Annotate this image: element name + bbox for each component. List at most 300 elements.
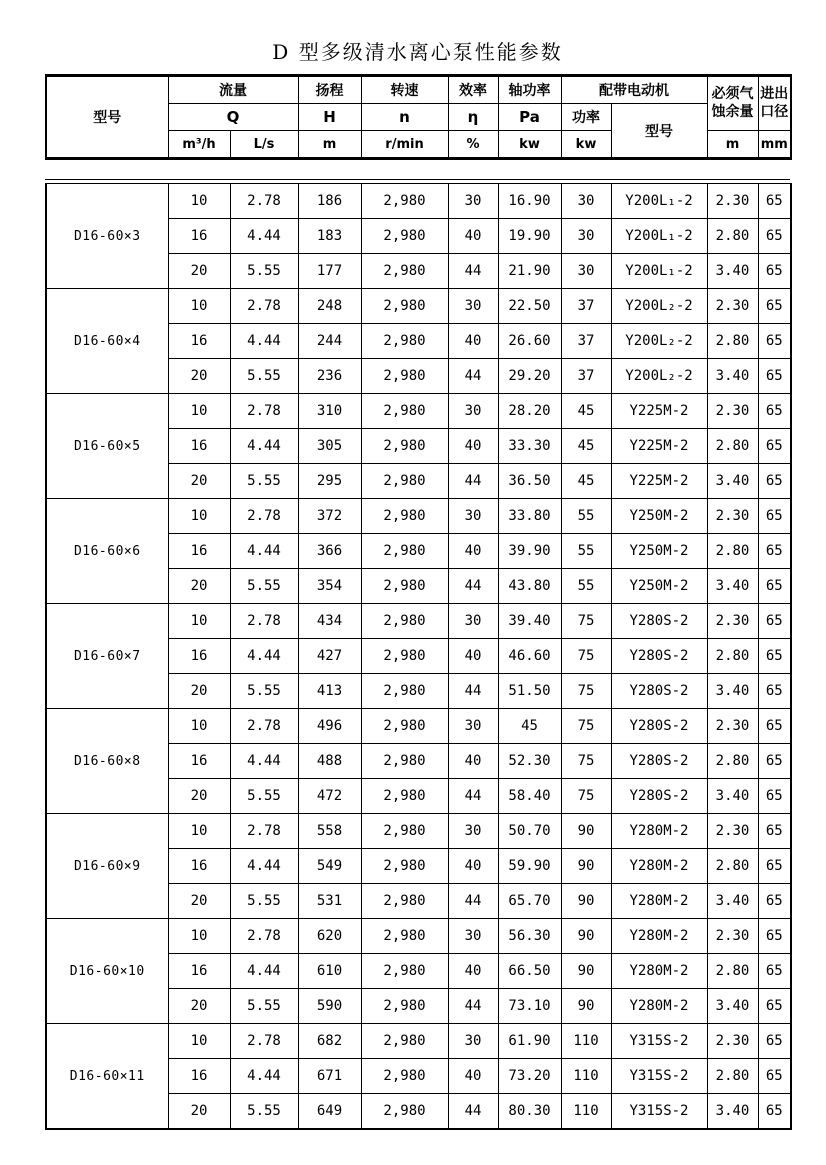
header-unit-efficiency: % — [448, 131, 498, 159]
cell-motor-power-kw: 37 — [561, 359, 611, 394]
cell-shaft-power-kw: 16.90 — [498, 184, 561, 219]
cell-port-mm: 65 — [758, 359, 791, 394]
cell-flow-ls: 2.78 — [230, 289, 298, 324]
cell-port-mm: 65 — [758, 884, 791, 919]
cell-motor-model: Y280M-2 — [611, 814, 707, 849]
cell-efficiency-pct: 30 — [448, 1024, 498, 1059]
cell-flow-ls: 2.78 — [230, 709, 298, 744]
cell-head-m: 558 — [298, 814, 361, 849]
pump-table-body — [46, 184, 791, 1130]
cell-flow-m3h: 20 — [168, 569, 230, 604]
table-row — [46, 604, 791, 639]
cell-head-m: 366 — [298, 534, 361, 569]
cell-port-mm: 65 — [758, 709, 791, 744]
cell-motor-power-kw: 55 — [561, 499, 611, 534]
cell-flow-ls: 2.78 — [230, 499, 298, 534]
cell-port-mm: 65 — [758, 639, 791, 674]
cell-port-mm: 65 — [758, 534, 791, 569]
cell-flow-m3h: 20 — [168, 1094, 230, 1130]
cell-efficiency-pct: 40 — [448, 954, 498, 989]
cell-motor-power-kw: 90 — [561, 849, 611, 884]
cell-port-mm: 65 — [758, 1094, 791, 1130]
cell-flow-ls: 5.55 — [230, 464, 298, 499]
cell-flow-m3h: 16 — [168, 324, 230, 359]
cell-motor-power-kw: 45 — [561, 394, 611, 429]
cell-head-m: 472 — [298, 779, 361, 814]
cell-motor-model: Y280M-2 — [611, 849, 707, 884]
cell-flow-m3h: 16 — [168, 534, 230, 569]
cell-shaft-power-kw: 19.90 — [498, 219, 561, 254]
cell-motor-model: Y280S-2 — [611, 639, 707, 674]
cell-port-mm: 65 — [758, 1059, 791, 1094]
cell-npsh-m: 3.40 — [707, 254, 758, 289]
header-npsh-line2: 蚀余量 — [711, 103, 754, 120]
cell-flow-ls: 2.78 — [230, 184, 298, 219]
cell-motor-power-kw: 55 — [561, 534, 611, 569]
cell-motor-power-kw: 75 — [561, 744, 611, 779]
cell-port-mm: 65 — [758, 989, 791, 1024]
cell-npsh-m: 3.40 — [707, 464, 758, 499]
cell-motor-power-kw: 30 — [561, 254, 611, 289]
cell-head-m: 531 — [298, 884, 361, 919]
cell-npsh-m: 2.30 — [707, 814, 758, 849]
cell-flow-m3h: 20 — [168, 359, 230, 394]
cell-shaft-power-kw: 43.80 — [498, 569, 561, 604]
cell-head-m: 236 — [298, 359, 361, 394]
cell-flow-ls: 5.55 — [230, 674, 298, 709]
cell-motor-power-kw: 37 — [561, 324, 611, 359]
cell-efficiency-pct: 40 — [448, 534, 498, 569]
cell-efficiency-pct: 30 — [448, 499, 498, 534]
cell-flow-m3h: 10 — [168, 394, 230, 429]
cell-port-mm: 65 — [758, 604, 791, 639]
pump-model-cell: D16-60×11 — [46, 1024, 168, 1130]
cell-shaft-power-kw: 56.30 — [498, 919, 561, 954]
cell-flow-ls: 2.78 — [230, 814, 298, 849]
cell-speed-rpm: 2,980 — [361, 184, 448, 219]
cell-npsh-m: 2.80 — [707, 639, 758, 674]
pump-model-cell: D16-60×10 — [46, 919, 168, 1024]
cell-speed-rpm: 2,980 — [361, 429, 448, 464]
cell-flow-ls: 2.78 — [230, 919, 298, 954]
cell-motor-power-kw: 75 — [561, 709, 611, 744]
cell-speed-rpm: 2,980 — [361, 919, 448, 954]
cell-efficiency-pct: 40 — [448, 429, 498, 464]
cell-npsh-m: 2.30 — [707, 499, 758, 534]
cell-speed-rpm: 2,980 — [361, 359, 448, 394]
cell-motor-power-kw: 30 — [561, 184, 611, 219]
cell-motor-model: Y280M-2 — [611, 919, 707, 954]
cell-npsh-m: 3.40 — [707, 569, 758, 604]
cell-npsh-m: 2.30 — [707, 289, 758, 324]
cell-flow-ls: 2.78 — [230, 1024, 298, 1059]
cell-speed-rpm: 2,980 — [361, 1094, 448, 1130]
cell-motor-model: Y280S-2 — [611, 744, 707, 779]
cell-flow-m3h: 16 — [168, 219, 230, 254]
cell-flow-m3h: 16 — [168, 954, 230, 989]
cell-head-m: 186 — [298, 184, 361, 219]
cell-flow-m3h: 16 — [168, 744, 230, 779]
cell-port-mm: 65 — [758, 849, 791, 884]
cell-shaft-power-kw: 45 — [498, 709, 561, 744]
cell-head-m: 244 — [298, 324, 361, 359]
header-row-1 — [46, 76, 791, 104]
cell-efficiency-pct: 44 — [448, 464, 498, 499]
cell-efficiency-pct: 30 — [448, 919, 498, 954]
cell-shaft-power-kw: 46.60 — [498, 639, 561, 674]
cell-head-m: 372 — [298, 499, 361, 534]
cell-motor-power-kw: 75 — [561, 674, 611, 709]
cell-npsh-m: 3.40 — [707, 989, 758, 1024]
cell-efficiency-pct: 44 — [448, 779, 498, 814]
cell-efficiency-pct: 40 — [448, 639, 498, 674]
cell-speed-rpm: 2,980 — [361, 464, 448, 499]
cell-flow-m3h: 10 — [168, 499, 230, 534]
cell-motor-model: Y315S-2 — [611, 1094, 707, 1130]
cell-port-mm: 65 — [758, 814, 791, 849]
cell-port-mm: 65 — [758, 289, 791, 324]
cell-motor-model: Y280S-2 — [611, 604, 707, 639]
header-unit-m3h: m³/h — [168, 131, 230, 159]
header-head-symbol: H — [298, 104, 361, 131]
cell-flow-m3h: 10 — [168, 919, 230, 954]
cell-shaft-power-kw: 36.50 — [498, 464, 561, 499]
cell-npsh-m: 2.30 — [707, 604, 758, 639]
cell-flow-ls: 4.44 — [230, 639, 298, 674]
cell-shaft-power-kw: 26.60 — [498, 324, 561, 359]
cell-npsh-m: 2.80 — [707, 954, 758, 989]
cell-head-m: 295 — [298, 464, 361, 499]
cell-head-m: 610 — [298, 954, 361, 989]
header-npsh — [707, 76, 758, 131]
cell-speed-rpm: 2,980 — [361, 324, 448, 359]
cell-speed-rpm: 2,980 — [361, 849, 448, 884]
cell-shaft-power-kw: 33.80 — [498, 499, 561, 534]
cell-efficiency-pct: 40 — [448, 1059, 498, 1094]
cell-npsh-m: 3.40 — [707, 1094, 758, 1130]
pump-data-table — [45, 183, 792, 1130]
cell-motor-power-kw: 37 — [561, 289, 611, 324]
cell-head-m: 682 — [298, 1024, 361, 1059]
cell-head-m: 354 — [298, 569, 361, 604]
header-shaft-power-symbol: Pa — [498, 104, 561, 131]
cell-speed-rpm: 2,980 — [361, 254, 448, 289]
cell-speed-rpm: 2,980 — [361, 639, 448, 674]
cell-head-m: 413 — [298, 674, 361, 709]
header-efficiency-symbol: η — [448, 104, 498, 131]
cell-port-mm: 65 — [758, 569, 791, 604]
cell-flow-m3h: 20 — [168, 989, 230, 1024]
cell-flow-ls: 5.55 — [230, 569, 298, 604]
header-flow: 流量 — [168, 76, 298, 104]
cell-motor-power-kw: 90 — [561, 919, 611, 954]
header-npsh-line1: 必须气 — [711, 86, 754, 102]
cell-shaft-power-kw: 73.10 — [498, 989, 561, 1024]
pump-model-cell: D16-60×3 — [46, 184, 168, 289]
cell-flow-m3h: 10 — [168, 814, 230, 849]
cell-motor-power-kw: 45 — [561, 429, 611, 464]
cell-shaft-power-kw: 50.70 — [498, 814, 561, 849]
cell-motor-model: Y280M-2 — [611, 954, 707, 989]
cell-shaft-power-kw: 66.50 — [498, 954, 561, 989]
cell-flow-m3h: 20 — [168, 674, 230, 709]
cell-flow-ls: 4.44 — [230, 744, 298, 779]
cell-motor-power-kw: 90 — [561, 954, 611, 989]
header-unit-speed: r/min — [361, 131, 448, 159]
table-row — [46, 184, 791, 219]
cell-motor-model: Y200L₁-2 — [611, 219, 707, 254]
cell-speed-rpm: 2,980 — [361, 569, 448, 604]
cell-motor-model: Y225M-2 — [611, 394, 707, 429]
pump-model-cell: D16-60×5 — [46, 394, 168, 499]
cell-speed-rpm: 2,980 — [361, 289, 448, 324]
pump-model-cell: D16-60×8 — [46, 709, 168, 814]
table-row — [46, 919, 791, 954]
header-motor-group: 配带电动机 — [561, 76, 707, 104]
cell-motor-model: Y280S-2 — [611, 709, 707, 744]
cell-port-mm: 65 — [758, 219, 791, 254]
cell-efficiency-pct: 30 — [448, 289, 498, 324]
cell-port-mm: 65 — [758, 394, 791, 429]
cell-efficiency-pct: 30 — [448, 709, 498, 744]
header-flow-symbol: Q — [168, 104, 298, 131]
cell-head-m: 496 — [298, 709, 361, 744]
cell-speed-rpm: 2,980 — [361, 604, 448, 639]
cell-head-m: 649 — [298, 1094, 361, 1130]
cell-speed-rpm: 2,980 — [361, 499, 448, 534]
cell-shaft-power-kw: 73.20 — [498, 1059, 561, 1094]
cell-port-mm: 65 — [758, 1024, 791, 1059]
cell-efficiency-pct: 40 — [448, 324, 498, 359]
header-unit-head: m — [298, 131, 361, 159]
cell-motor-power-kw: 90 — [561, 884, 611, 919]
cell-port-mm: 65 — [758, 184, 791, 219]
cell-motor-power-kw: 110 — [561, 1059, 611, 1094]
cell-efficiency-pct: 30 — [448, 184, 498, 219]
cell-motor-model: Y225M-2 — [611, 464, 707, 499]
header-port-line2: 口径 — [760, 103, 789, 120]
cell-npsh-m: 3.40 — [707, 779, 758, 814]
cell-efficiency-pct: 44 — [448, 674, 498, 709]
cell-flow-ls: 4.44 — [230, 219, 298, 254]
cell-motor-power-kw: 30 — [561, 219, 611, 254]
cell-motor-model: Y315S-2 — [611, 1024, 707, 1059]
cell-npsh-m: 2.80 — [707, 429, 758, 464]
table-row — [46, 1024, 791, 1059]
cell-motor-model: Y280S-2 — [611, 674, 707, 709]
cell-speed-rpm: 2,980 — [361, 1059, 448, 1094]
cell-npsh-m: 2.30 — [707, 919, 758, 954]
page-title: D 型多级清水离心泵性能参数 — [272, 40, 563, 64]
cell-shaft-power-kw: 33.30 — [498, 429, 561, 464]
cell-flow-m3h: 20 — [168, 779, 230, 814]
cell-shaft-power-kw: 28.20 — [498, 394, 561, 429]
cell-motor-model: Y280S-2 — [611, 779, 707, 814]
cell-npsh-m: 3.40 — [707, 359, 758, 394]
cell-flow-ls: 5.55 — [230, 779, 298, 814]
cell-flow-m3h: 10 — [168, 184, 230, 219]
header-unit-port: mm — [758, 131, 791, 159]
cell-efficiency-pct: 40 — [448, 219, 498, 254]
cell-motor-model: Y250M-2 — [611, 499, 707, 534]
cell-motor-model: Y200L₁-2 — [611, 254, 707, 289]
table-row — [46, 814, 791, 849]
cell-port-mm: 65 — [758, 744, 791, 779]
header-motor-power: 功率 — [561, 104, 611, 131]
cell-motor-model: Y200L₂-2 — [611, 359, 707, 394]
header-port — [758, 76, 791, 131]
header-speed-symbol: n — [361, 104, 448, 131]
cell-motor-power-kw: 55 — [561, 569, 611, 604]
cell-npsh-m: 2.30 — [707, 184, 758, 219]
cell-port-mm: 65 — [758, 429, 791, 464]
cell-shaft-power-kw: 51.50 — [498, 674, 561, 709]
cell-npsh-m: 3.40 — [707, 674, 758, 709]
cell-flow-ls: 2.78 — [230, 604, 298, 639]
cell-shaft-power-kw: 39.90 — [498, 534, 561, 569]
cell-shaft-power-kw: 80.30 — [498, 1094, 561, 1130]
cell-flow-m3h: 20 — [168, 884, 230, 919]
cell-head-m: 183 — [298, 219, 361, 254]
cell-shaft-power-kw: 59.90 — [498, 849, 561, 884]
header-model: 型号 — [46, 76, 168, 159]
cell-flow-m3h: 10 — [168, 709, 230, 744]
cell-flow-ls: 5.55 — [230, 359, 298, 394]
cell-shaft-power-kw: 52.30 — [498, 744, 561, 779]
cell-head-m: 549 — [298, 849, 361, 884]
cell-flow-m3h: 10 — [168, 604, 230, 639]
cell-flow-ls: 5.55 — [230, 1094, 298, 1130]
cell-motor-power-kw: 90 — [561, 989, 611, 1024]
cell-efficiency-pct: 40 — [448, 849, 498, 884]
cell-speed-rpm: 2,980 — [361, 779, 448, 814]
cell-efficiency-pct: 30 — [448, 814, 498, 849]
cell-npsh-m: 2.80 — [707, 219, 758, 254]
cell-flow-ls: 5.55 — [230, 884, 298, 919]
cell-motor-power-kw: 45 — [561, 464, 611, 499]
pump-model-cell: D16-60×4 — [46, 289, 168, 394]
cell-motor-model: Y250M-2 — [611, 534, 707, 569]
cell-efficiency-pct: 44 — [448, 359, 498, 394]
header-head: 扬程 — [298, 76, 361, 104]
cell-flow-m3h: 16 — [168, 639, 230, 674]
pump-model-cell: D16-60×9 — [46, 814, 168, 919]
cell-flow-ls: 4.44 — [230, 324, 298, 359]
header-unit-npsh: m — [707, 131, 758, 159]
cell-shaft-power-kw: 29.20 — [498, 359, 561, 394]
header-unit-ls: L/s — [230, 131, 298, 159]
cell-efficiency-pct: 44 — [448, 884, 498, 919]
table-row — [46, 499, 791, 534]
table-row — [46, 709, 791, 744]
cell-port-mm: 65 — [758, 779, 791, 814]
cell-port-mm: 65 — [758, 919, 791, 954]
cell-efficiency-pct: 44 — [448, 989, 498, 1024]
cell-flow-m3h: 20 — [168, 464, 230, 499]
cell-flow-m3h: 16 — [168, 429, 230, 464]
cell-head-m: 620 — [298, 919, 361, 954]
cell-motor-model: Y200L₁-2 — [611, 184, 707, 219]
header-motor-model: 型号 — [611, 104, 707, 159]
cell-motor-model: Y200L₂-2 — [611, 289, 707, 324]
cell-flow-ls: 2.78 — [230, 394, 298, 429]
cell-motor-model: Y315S-2 — [611, 1059, 707, 1094]
cell-efficiency-pct: 30 — [448, 604, 498, 639]
cell-speed-rpm: 2,980 — [361, 989, 448, 1024]
table-row — [46, 289, 791, 324]
cell-shaft-power-kw: 39.40 — [498, 604, 561, 639]
cell-shaft-power-kw: 22.50 — [498, 289, 561, 324]
cell-motor-power-kw: 90 — [561, 814, 611, 849]
header-port-line1: 进出 — [760, 86, 789, 102]
cell-motor-power-kw: 110 — [561, 1024, 611, 1059]
cell-motor-model: Y225M-2 — [611, 429, 707, 464]
cell-flow-ls: 4.44 — [230, 954, 298, 989]
cell-motor-power-kw: 75 — [561, 639, 611, 674]
cell-head-m: 310 — [298, 394, 361, 429]
cell-flow-ls: 4.44 — [230, 534, 298, 569]
cell-flow-ls: 4.44 — [230, 849, 298, 884]
cell-efficiency-pct: 44 — [448, 569, 498, 604]
cell-flow-m3h: 10 — [168, 1024, 230, 1059]
cell-motor-power-kw: 110 — [561, 1094, 611, 1130]
cell-port-mm: 65 — [758, 499, 791, 534]
cell-head-m: 248 — [298, 289, 361, 324]
cell-efficiency-pct: 44 — [448, 254, 498, 289]
cell-flow-ls: 4.44 — [230, 1059, 298, 1094]
cell-npsh-m: 2.80 — [707, 1059, 758, 1094]
cell-speed-rpm: 2,980 — [361, 884, 448, 919]
cell-shaft-power-kw: 58.40 — [498, 779, 561, 814]
body-table-top-rule — [45, 179, 790, 180]
cell-npsh-m: 2.80 — [707, 849, 758, 884]
cell-flow-m3h: 16 — [168, 849, 230, 884]
cell-efficiency-pct: 30 — [448, 394, 498, 429]
cell-motor-model: Y250M-2 — [611, 569, 707, 604]
cell-flow-ls: 5.55 — [230, 254, 298, 289]
cell-efficiency-pct: 44 — [448, 1094, 498, 1130]
cell-head-m: 590 — [298, 989, 361, 1024]
cell-speed-rpm: 2,980 — [361, 534, 448, 569]
cell-npsh-m: 2.30 — [707, 394, 758, 429]
cell-npsh-m: 2.30 — [707, 1024, 758, 1059]
cell-npsh-m: 2.80 — [707, 324, 758, 359]
cell-head-m: 305 — [298, 429, 361, 464]
cell-speed-rpm: 2,980 — [361, 674, 448, 709]
cell-motor-model: Y280M-2 — [611, 884, 707, 919]
cell-motor-power-kw: 75 — [561, 604, 611, 639]
header-efficiency: 效率 — [448, 76, 498, 104]
cell-flow-ls: 4.44 — [230, 429, 298, 464]
cell-speed-rpm: 2,980 — [361, 219, 448, 254]
cell-speed-rpm: 2,980 — [361, 709, 448, 744]
header-unit-motor-power: kw — [561, 131, 611, 159]
header-shaft-power: 轴功率 — [498, 76, 561, 104]
cell-speed-rpm: 2,980 — [361, 954, 448, 989]
cell-speed-rpm: 2,980 — [361, 1024, 448, 1059]
cell-motor-model: Y200L₂-2 — [611, 324, 707, 359]
cell-flow-ls: 5.55 — [230, 989, 298, 1024]
cell-speed-rpm: 2,980 — [361, 814, 448, 849]
cell-head-m: 671 — [298, 1059, 361, 1094]
cell-npsh-m: 3.40 — [707, 884, 758, 919]
cell-flow-m3h: 10 — [168, 289, 230, 324]
cell-flow-m3h: 20 — [168, 254, 230, 289]
cell-port-mm: 65 — [758, 324, 791, 359]
cell-port-mm: 65 — [758, 954, 791, 989]
cell-port-mm: 65 — [758, 674, 791, 709]
cell-motor-power-kw: 75 — [561, 779, 611, 814]
